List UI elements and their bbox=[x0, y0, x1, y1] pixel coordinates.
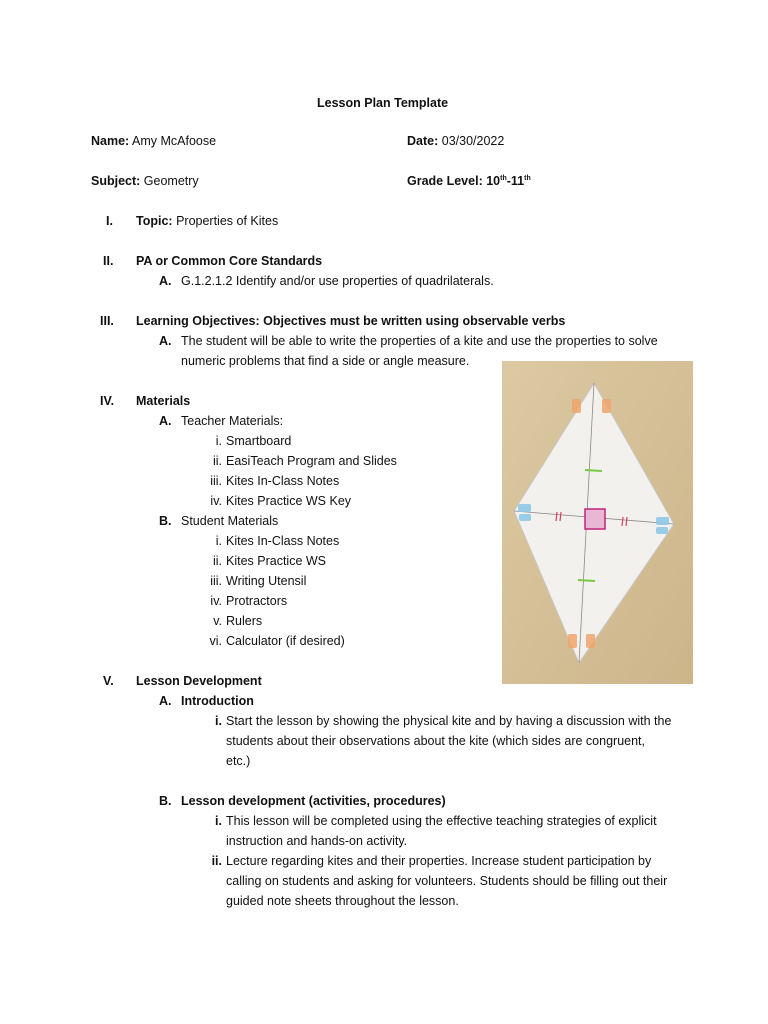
list-item-number: v. bbox=[213, 614, 222, 628]
list-item-number: iii. bbox=[210, 474, 222, 488]
section-5-b-i-line1: This lesson will be completed using the effective teaching strategies of explicit bbox=[226, 814, 657, 828]
section-5-b-i-line2: instruction and hands-on activity. bbox=[226, 834, 408, 848]
section-4-a-heading: Teacher Materials: bbox=[181, 414, 284, 428]
list-item-number: iv. bbox=[210, 594, 222, 608]
section-5-a-i-line3: etc.) bbox=[226, 754, 251, 768]
angle-label bbox=[568, 634, 577, 648]
list-item-number: ii. bbox=[212, 554, 222, 568]
angle-label bbox=[519, 514, 531, 521]
section-3-heading: Learning Objectives: Objectives must be written using observable verbs bbox=[136, 314, 566, 328]
grade-value: 10th-11th bbox=[486, 174, 531, 188]
section-5-number: V. bbox=[103, 674, 114, 688]
angle-label bbox=[518, 504, 531, 512]
subject-field bbox=[91, 171, 199, 191]
section-4-b-number: B. bbox=[159, 514, 172, 528]
angle-label bbox=[656, 527, 668, 534]
section-5-b-heading: Lesson development (activities, procedures) bbox=[181, 794, 446, 808]
list-item: Calculator (if desired) bbox=[226, 634, 345, 648]
date-value: 03/30/2022 bbox=[441, 134, 505, 148]
section-5-heading: Lesson Development bbox=[136, 674, 262, 688]
list-item: Smartboard bbox=[226, 434, 292, 448]
section-2-a-number: A. bbox=[159, 274, 172, 288]
list-item-number: iv. bbox=[210, 494, 222, 508]
angle-label bbox=[656, 517, 669, 525]
section-4-heading: Materials bbox=[136, 394, 191, 408]
grade-label: Grade Level: bbox=[407, 174, 483, 188]
section-2-a-text: G.1.2.1.2 Identify and/or use properties of quadrilaterals. bbox=[181, 274, 494, 288]
name-value: Amy McAfoose bbox=[132, 134, 217, 148]
tick-mark bbox=[578, 580, 595, 581]
section-2-number: II. bbox=[103, 254, 114, 268]
list-item-number: i. bbox=[215, 534, 222, 548]
name-field bbox=[91, 131, 216, 151]
section-4-number: IV. bbox=[100, 394, 115, 408]
list-item: Kites Practice WS Key bbox=[226, 494, 352, 508]
section-5-b-ii-line1: Lecture regarding kites and their properties. Increase student participation by bbox=[226, 854, 652, 868]
list-item-number: ii. bbox=[212, 454, 222, 468]
section-5-a-heading: Introduction bbox=[181, 694, 254, 708]
section-5-b-ii-number: ii. bbox=[211, 854, 222, 868]
tick-mark bbox=[585, 470, 602, 471]
list-item-number: iii. bbox=[210, 574, 222, 588]
list-item: EasiTeach Program and Slides bbox=[226, 454, 397, 468]
angle-label bbox=[586, 634, 595, 648]
list-item-number: i. bbox=[215, 434, 222, 448]
section-4-b-heading: Student Materials bbox=[181, 514, 279, 528]
section-5-b-ii-line2: calling on students and asking for volunteers. Students should be filling out their bbox=[226, 874, 668, 888]
angle-label bbox=[602, 399, 611, 413]
list-item: Kites In-Class Notes bbox=[226, 474, 340, 488]
name-label: Name: bbox=[91, 134, 130, 148]
section-3-a-number: A. bbox=[159, 334, 172, 348]
subject-value: Geometry bbox=[143, 174, 199, 188]
list-item: Rulers bbox=[226, 614, 263, 628]
angle-label bbox=[572, 399, 581, 413]
section-5-a-number: A. bbox=[159, 694, 172, 708]
section-3-number: III. bbox=[100, 314, 114, 328]
list-item: Writing Utensil bbox=[226, 574, 307, 588]
list-item: Protractors bbox=[226, 594, 288, 608]
section-1-topic: Topic: Properties of Kites bbox=[136, 214, 279, 228]
list-item-number: vi. bbox=[209, 634, 222, 648]
section-5-b-i-number: i. bbox=[215, 814, 222, 828]
section-5-a-i-number: i. bbox=[215, 714, 222, 728]
kite-photo bbox=[502, 361, 693, 684]
date-label: Date: bbox=[407, 134, 439, 148]
list-item: Kites Practice WS bbox=[226, 554, 327, 568]
subject-label: Subject: bbox=[91, 174, 141, 188]
date-field bbox=[407, 131, 504, 151]
list-item: Kites In-Class Notes bbox=[226, 534, 340, 548]
grade-field bbox=[407, 171, 531, 191]
section-5-b-number: B. bbox=[159, 794, 172, 808]
section-4-a-number: A. bbox=[159, 414, 172, 428]
section-3-a-line1: The student will be able to write the properties of a kite and use the properties to solve bbox=[181, 334, 658, 348]
section-3-a-line2: numeric problems that find a side or angle measure. bbox=[181, 354, 470, 368]
section-1-number: I. bbox=[106, 214, 113, 228]
section-5-a-i-line2: students about their observations about the kite (which sides are congruent, bbox=[226, 734, 646, 748]
section-5-a-i-line1: Start the lesson by showing the physical kite and by having a discussion with the bbox=[226, 714, 672, 728]
page-title: Lesson Plan Template bbox=[317, 96, 449, 110]
section-5-b-ii-line3: guided note sheets throughout the lesson. bbox=[226, 894, 459, 908]
section-2-heading: PA or Common Core Standards bbox=[136, 254, 323, 268]
right-angle-mark bbox=[585, 509, 605, 529]
